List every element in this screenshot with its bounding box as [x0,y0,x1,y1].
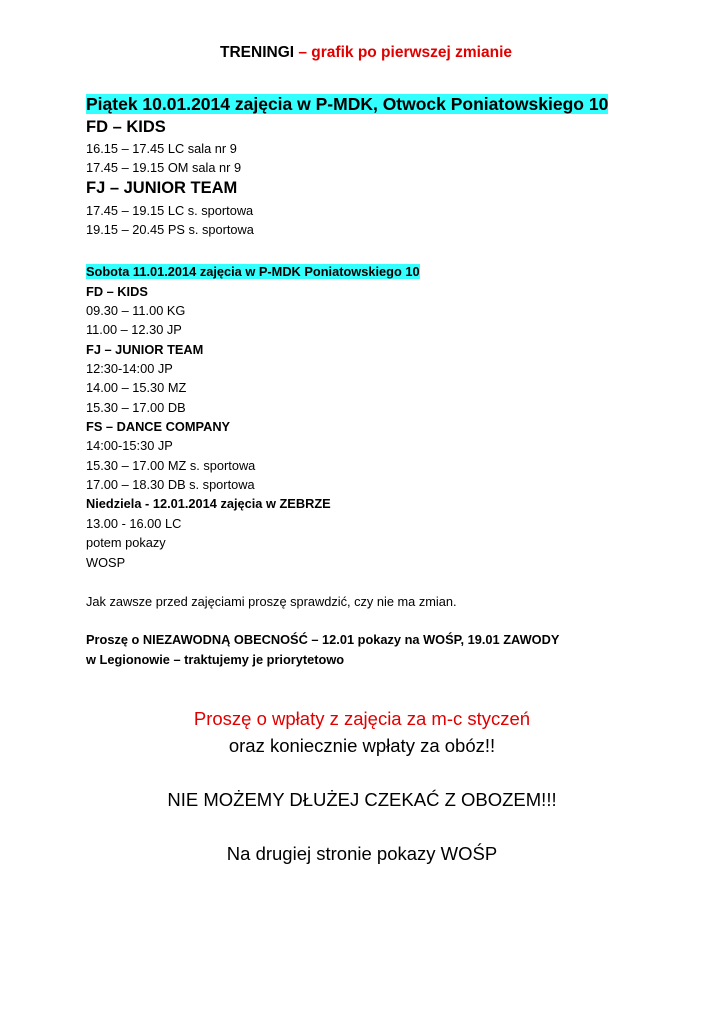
payment-request: Proszę o wpłaty z zajęcia za m-c styczeń [193,708,531,729]
schedule-line: 11.00 – 12.30 JP [86,322,182,337]
page-title [86,44,646,62]
schedule-line: potem pokazy [86,535,166,550]
schedule-line: 15.30 – 17.00 MZ s. sportowa [86,458,256,473]
schedule-line: 14.00 – 15.30 MZ [86,380,187,395]
camp-payment-request: oraz koniecznie wpłaty za obóz!! [228,735,496,756]
schedule-line: 17.00 – 18.30 DB s. sportowa [86,477,255,492]
second-page-note: Na drugiej stronie pokazy WOŚP [226,843,498,864]
schedule-line: 12:30-14:00 JP [86,361,173,376]
schedule-line: 09.30 – 11.00 KG [86,303,186,318]
schedule-line: 15.30 – 17.00 DB [86,400,186,415]
friday-group-name: FD – KIDS [86,118,166,136]
check-changes-note: Jak zawsze przed zajęciami proszę sprawdzić, czy nie ma zmian. [86,594,457,609]
saturday-group-name: FS – DANCE COMPANY [86,419,231,434]
saturday-heading: Sobota 11.01.2014 zajęcia w P-MDK Poniatowskiego 10 [86,264,420,279]
schedule-line: 16.15 – 17.45 LC sala nr 9 [86,141,237,156]
schedule-line: 13.00 - 16.00 LC [86,516,182,531]
schedule-line: 14:00-15:30 JP [86,438,173,453]
title-subtitle: – grafik po pierwszej zmianie [298,44,512,61]
schedule-line: 17.45 – 19.15 LC s. sportowa [86,203,254,218]
title-main: TRENINGI [220,44,299,61]
saturday-group-name: FJ – JUNIOR TEAM [86,342,204,357]
friday-group-name: FJ – JUNIOR TEAM [86,179,238,197]
schedule-line: 19.15 – 20.45 PS s. sportowa [86,222,254,237]
camp-urgent-notice: NIE MOŻEMY DŁUŻEJ CZEKAĆ Z OBOZEM!!! [167,789,557,810]
sunday-heading: Niedziela - 12.01.2014 zajęcia w ZEBRZE [86,496,331,511]
saturday-group-name: FD – KIDS [86,284,148,299]
schedule-line: 17.45 – 19.15 OM sala nr 9 [86,160,242,175]
friday-heading: Piątek 10.01.2014 zajęcia w P-MDK, Otwock Poniatowskiego 10 [86,94,609,114]
schedule-line: WOSP [86,555,126,570]
attendance-note-line1: Proszę o NIEZAWODNĄ OBECNOŚĆ – 12.01 pokazy na WOŚP, 19.01 ZAWODY [86,632,560,647]
attendance-note-line2: w Legionowie – traktujemy je priorytetowo [86,652,345,667]
